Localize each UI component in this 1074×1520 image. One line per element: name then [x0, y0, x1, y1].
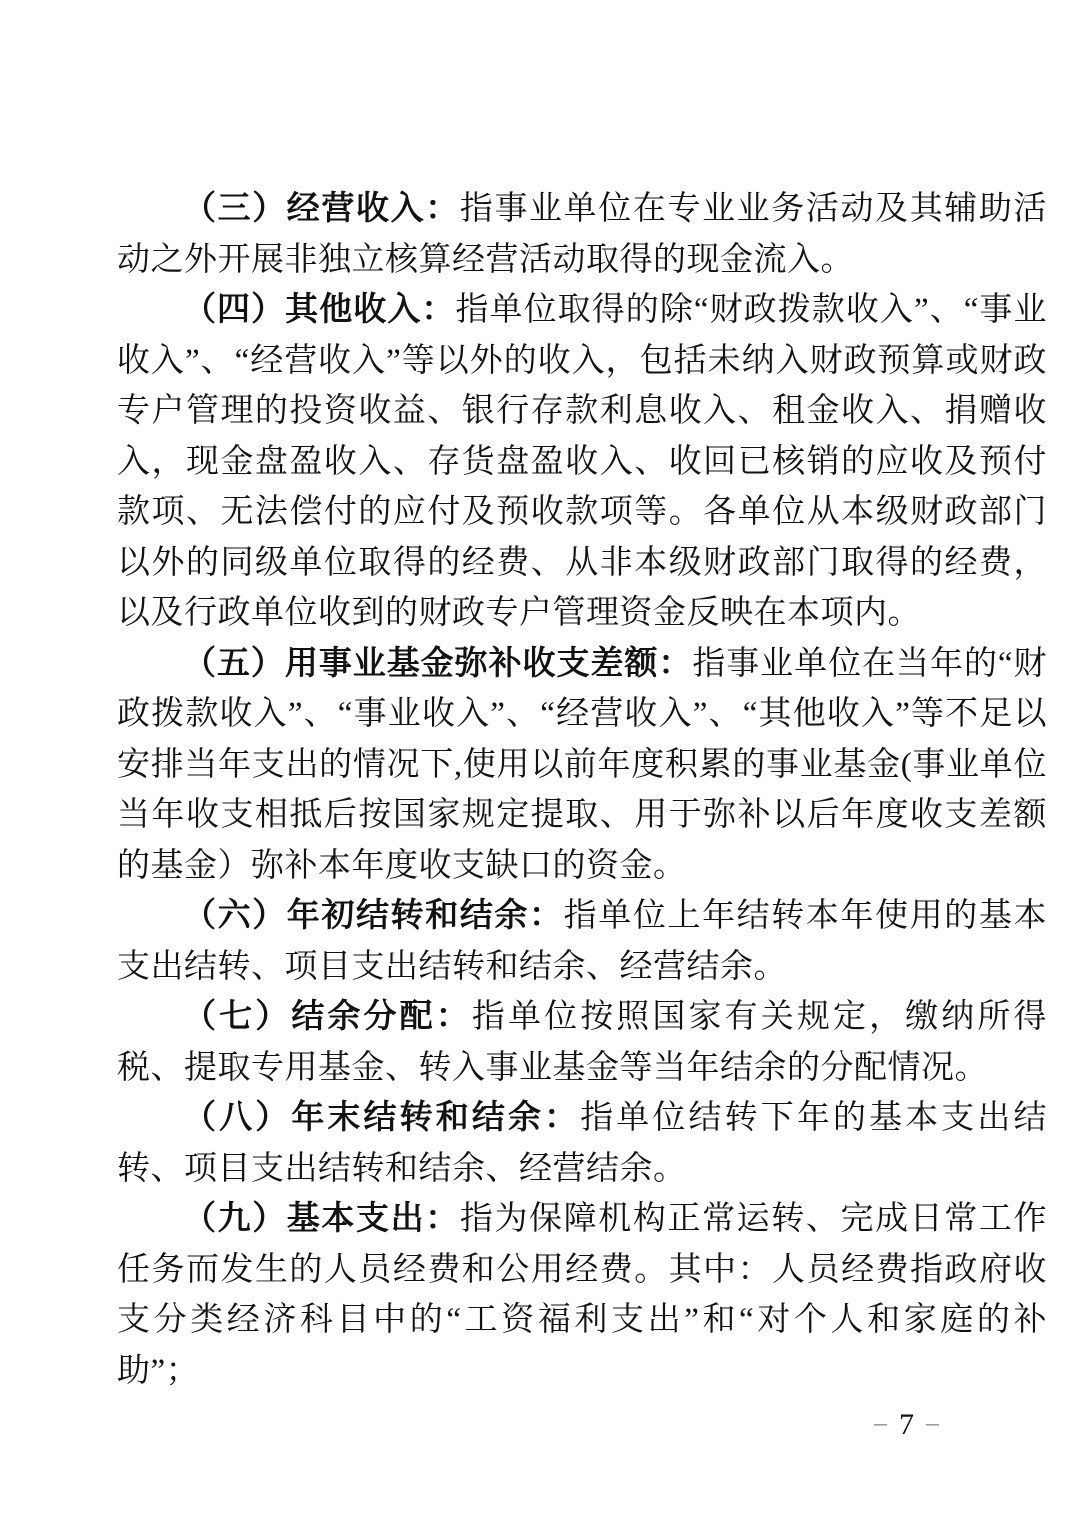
paragraph-4-other-income	[117, 285, 1047, 639]
paragraph-text: 指单位结转下年的基本支出结转、项目支出结转和结余、经营结余。	[117, 1100, 1048, 1187]
paragraph-term: （五）用事业基金弥补收支差额：	[183, 645, 693, 682]
paragraph-term: （九）基本支出：	[183, 1201, 460, 1237]
paragraph-term: （三）经营收入：	[183, 191, 460, 227]
document-body	[117, 184, 1047, 1396]
page-number-right-dash: –	[926, 1408, 939, 1437]
paragraph-text: 指为保障机构正常运转、完成日常工作任务而发生的人员经费和公用经费。其中：人员经费指政府收支分类经济科目中的“工资福利支出”和“对个人和家庭的补助”；	[117, 1201, 1048, 1389]
paragraph-text: 指单位按照国家有关规定，缴纳所得税、提取专用基金、转入事业基金等当年结余的分配情况。	[117, 999, 1048, 1086]
paragraph-8-year-end-carryover	[117, 1093, 1047, 1194]
paragraph-text: 指事业单位在专业业务活动及其辅助活动之外开展非独立核算经营活动取得的现金流入。	[117, 191, 1048, 278]
page-number-value: 7	[899, 1408, 914, 1441]
paragraph-text: 指单位上年结转本年使用的基本支出结转、项目支出结转和结余、经营结余。	[117, 898, 1048, 985]
paragraph-term: （八）年末结转和结余：	[183, 1100, 581, 1136]
paragraph-text: 指事业单位在当年的“财政拨款收入”、“事业收入”、“经营收入”、“其他收入”等不足以安排当年支出的情况下,使用以前年度积累的事业基金(事业单位当年收支相抵后按国家规定提取、用于弥补以后年度收支差额的基金）弥补本年度收支缺口的资金。	[117, 645, 1047, 884]
paragraph-term: （七）结余分配：	[183, 999, 472, 1035]
paragraph-7-surplus-distribution	[117, 992, 1047, 1093]
paragraph-term: （四）其他收入：	[183, 292, 456, 328]
paragraph-5-fund-deficit	[117, 639, 1047, 892]
page-number-left-dash: –	[874, 1408, 887, 1437]
paragraph-3-operating-income	[117, 184, 1047, 285]
paragraph-9-basic-expenditure	[117, 1194, 1047, 1396]
paragraph-term: （六）年初结转和结余：	[183, 898, 564, 934]
page-number	[874, 1408, 939, 1442]
paragraph-text: 指单位取得的除“财政拨款收入”、“事业收入”、“经营收入”等以外的收入，包括未纳入财政预算或财政专户管理的投资收益、银行存款利息收入、租金收入、捐赠收入，现金盘盈收入、存货盘盈收入、收回已核销的应收及预付款项、无法偿付的应付及预收款项等。各单位从本级财政部门以外的同级单位取得的经费、从非本级财政部门取得的经费，以及行政单位收到的财政专户管理资金反映在本项内。	[117, 292, 1047, 631]
paragraph-6-year-start-carryover	[117, 891, 1047, 992]
